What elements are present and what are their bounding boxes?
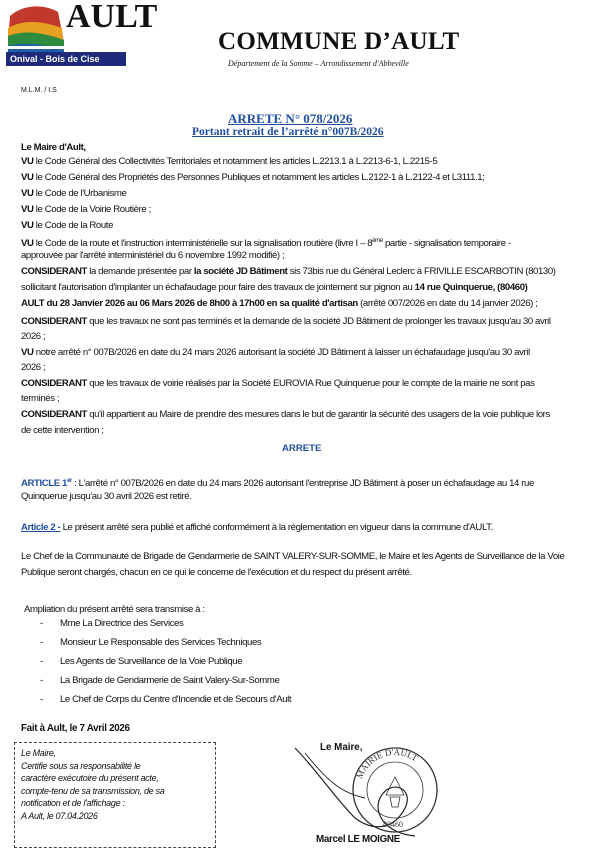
considerant-2-cont: 2026 ; <box>21 331 46 342</box>
stamp-postcode: 80460 <box>383 820 403 829</box>
ampliation-intro: Ampliation du présent arrêté sera transmise à : <box>24 604 205 615</box>
arrete-number: ARRETE N° 078/2026 <box>228 111 353 126</box>
execution-line-2: Publique seront chargés, chacun en ce qui le concerne de l'exécution et du respect du présent arrêté. <box>21 567 412 578</box>
signature-title: Le Maire, <box>320 742 363 753</box>
vu-6-cont: approuvée par l'arrêté interministériel du 6 novembre 1992 modifié) ; <box>21 250 285 261</box>
vu-3: VU le Code de l'Urbanisme <box>21 188 127 199</box>
considerant-1-cont: sollicitant l'autorisation d'implanter un échafaudage pour faire des travaux de jointement sur pignon au 14 rue Quinquerue, (80460) <box>21 282 528 293</box>
article-2: Article 2 - Le présent arrêté sera publié et affiché conformément à la réglementation en vigueur dans la commune d'AULT. <box>21 522 493 533</box>
logo-tagline: Onival - Bois de Cise <box>10 54 100 64</box>
considerant-3-cont: terminés ; <box>21 393 60 404</box>
certification-line: Le Maire, <box>21 748 56 758</box>
certification-line: A Ault, le 07.04.2026 <box>21 810 98 821</box>
stamp-text: MAIRIE D'AULT <box>354 746 420 780</box>
list-item: - La Brigade de Gendarmerie de Saint Valery-Sur-Somme <box>40 675 280 686</box>
mayor-name: Marcel LE MOIGNE <box>316 834 400 845</box>
certification-line: caractère exécutoire du présent acte, <box>21 773 159 784</box>
page-title: COMMUNE D’AULT <box>218 28 460 55</box>
page-subtitle: Département de la Somme – Arrondissement d'Abbeville <box>228 59 409 68</box>
vu-5: VU le Code de la Route <box>21 220 113 231</box>
list-item: - Mme La Directrice des Services <box>40 618 184 629</box>
certification-box <box>14 742 216 848</box>
mayor-heading: Le Maire d'Ault, <box>21 142 86 153</box>
considerant-1-dates: AULT du 28 Janvier 2026 au 06 Mars 2026 de 8h00 à 17h00 en sa qualité d'artisan (arrêté 007/2026 en date du 14 janvier 2026) ; <box>21 298 538 309</box>
considerant-4-cont: de cette intervention ; <box>21 425 104 436</box>
list-item: - Le Chef de Corps du Centre d'Incendie et de Secours d'Ault <box>40 694 292 705</box>
fait-a-ault: Fait à Ault, le 7 Avril 2026 <box>21 723 130 734</box>
commune-logo <box>4 0 158 74</box>
execution-line-1: Le Chef de la Communauté de Brigade de Gendarmerie de SAINT VALERY-SUR-SOMME, le Maire et les Agents de Surveillance de la Voie <box>21 551 565 562</box>
considerant-4: CONSIDERANT qu'il appartient au Maire de prendre des mesures dans le but de garantir la sécurité des usagers de la voie publique lors <box>21 409 550 420</box>
article-1-cont: Quinquerue jusqu'au 30 avril 2026 est retiré. <box>21 491 192 502</box>
vu-6: VU le Code de la route et l'instruction interministérielle sur la signalisation routière (livre I – 8ème partie - signalisation temporaire - <box>21 238 511 250</box>
vu-7-cont: 2026 ; <box>21 362 46 373</box>
considerant-2: CONSIDERANT que les travaux ne sont pas terminés et la demande de la société JD Bâtiment de prolonger les travaux jusqu'au 30 avril <box>21 316 551 327</box>
vu-4: VU le Code de la Voirie Routière ; <box>21 204 151 215</box>
certification-line: notification et de l'affichage : <box>21 798 125 809</box>
logo-name: AULT <box>66 0 158 35</box>
certification-line: compte-tenu de sa transmission, de sa <box>21 785 165 796</box>
considerant-1: CONSIDERANT la demande présentée par la société JD Bâtiment sis 73bis rue du Général Leclerc à FRIVILLE ESCARBOTIN (80130) <box>21 266 556 277</box>
arrete-heading: ARRETE <box>282 443 322 454</box>
arrete-subject: Portant retrait de l’arrêté n°007B/2026 <box>192 126 384 138</box>
reference-initials: M.L.M. / I.S <box>21 87 57 94</box>
mairie-stamp <box>350 745 440 835</box>
list-item: - Monsieur Le Responsable des Services Techniques <box>40 637 262 648</box>
list-item: - Les Agents de Surveillance de la Voie Publique <box>40 656 243 667</box>
considerant-3: CONSIDERANT que les travaux de voirie réalisés par la Société EUROVIA Rue Quinquerue pour le compte de la mairie ne sont pas <box>21 378 535 389</box>
vu-1: VU le Code Général des Collectivités Territoriales et notamment les articles L.2213.1 à L.2213-6-1, L.2215-5 <box>21 156 438 167</box>
certification-line: Certifie sous sa responsabilité le <box>21 760 141 771</box>
article-1: ARTICLE 1er : L'arrêté n° 007B/2026 en date du 24 mars 2026 autorisant l'entreprise JD Bâtiment à poser un échafaudage au 14 rue <box>21 478 534 490</box>
vu-2: VU le Code Général des Propriétés des Personnes Publiques et notamment les articles L.2122-1 à L.2122-4 et L3111.1; <box>21 172 485 183</box>
vu-7: VU notre arrêté n° 007B/2026 en date du 24 mars 2026 autorisant la société JD Bâtiment à laisser un échafaudage jusqu'au 30 avril <box>21 347 530 358</box>
